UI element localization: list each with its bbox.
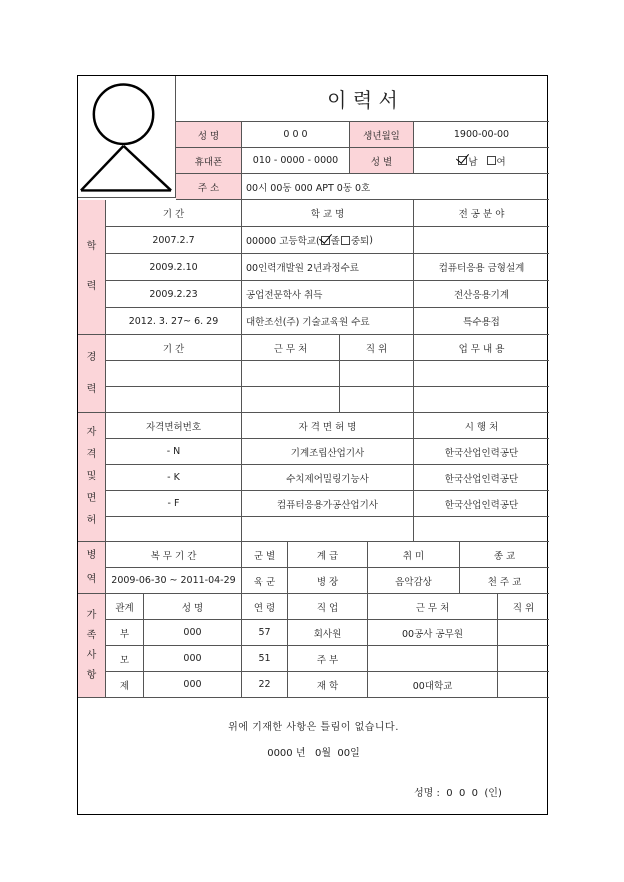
license-row-1-number: - N <box>106 439 242 465</box>
education-row-2-school: 00인력개발원 2년과정수료 <box>242 254 414 281</box>
license-row-3-name: 컴퓨터응용가공산업기사 <box>242 491 414 517</box>
phone-label: 휴대폰 <box>176 148 242 174</box>
license-row-2-name: 수치제어밀링기능사 <box>242 465 414 491</box>
family-row-1-relation: 부 <box>106 620 144 646</box>
career-row-1-period <box>106 361 242 387</box>
family-row-3-position <box>498 672 549 698</box>
photo-placeholder <box>78 76 176 198</box>
education-header-period: 기 간 <box>106 200 242 227</box>
military-header-religion: 종 교 <box>460 542 549 568</box>
family-header-job: 직 업 <box>288 594 368 620</box>
family-row-2-position <box>498 646 549 672</box>
declaration-statement: 위에 기재한 사항은 틀림이 없습니다. <box>228 722 399 733</box>
military-rank: 병 장 <box>288 568 368 594</box>
birth-value: 1900-00-00 <box>414 122 549 148</box>
male-label: 남 <box>468 156 478 168</box>
signature-line: 성명 : 0 0 0 (인) <box>414 788 502 799</box>
education-header-major: 전 공 분 야 <box>414 200 549 227</box>
resume-sheet <box>77 75 548 815</box>
family-row-2-age: 51 <box>242 646 288 672</box>
license-row-1-name: 기계조립산업기사 <box>242 439 414 465</box>
family-section-label: 가 족 사 항 <box>78 594 106 698</box>
page-title: 이 력 서 <box>176 76 549 122</box>
gender-value <box>414 148 549 174</box>
family-header-relation: 관계 <box>106 594 144 620</box>
license-row-2-number: - K <box>106 465 242 491</box>
family-row-2-job: 주 부 <box>288 646 368 672</box>
military-branch: 육 군 <box>242 568 288 594</box>
license-header-issuer: 시 행 처 <box>414 413 549 439</box>
female-label: 여 <box>496 156 506 168</box>
career-row-1-duties <box>414 361 549 387</box>
education-section-label: 학 력 <box>78 200 106 335</box>
male-checkbox[interactable] <box>458 156 467 165</box>
license-row-4-issuer <box>414 517 549 542</box>
military-header-period: 복 무 기 간 <box>106 542 242 568</box>
address-value: 00시 00동 000 APT 0동 0호 <box>242 174 549 200</box>
hobby-value: 음악감상 <box>368 568 460 594</box>
education-row-2-period: 2009.2.10 <box>106 254 242 281</box>
religion-value: 천 주 교 <box>460 568 549 594</box>
family-row-3-age: 22 <box>242 672 288 698</box>
education-row-3-major: 전산응용기계 <box>414 281 549 308</box>
education-row-3-period: 2009.2.23 <box>106 281 242 308</box>
career-header-workplace: 근 무 처 <box>242 335 340 361</box>
military-header-branch: 군 별 <box>242 542 288 568</box>
career-header-period: 기 간 <box>106 335 242 361</box>
family-header-name: 성 명 <box>144 594 242 620</box>
license-row-1-issuer: 한국산업인력공단 <box>414 439 549 465</box>
license-row-4-number <box>106 517 242 542</box>
family-header-position: 직 위 <box>498 594 549 620</box>
education-row-4-period: 2012. 3. 27~ 6. 29 <box>106 308 242 335</box>
career-row-2-duties <box>414 387 549 413</box>
career-row-1-workplace <box>242 361 340 387</box>
license-section-label: 자 격 및 면 허 <box>78 413 106 542</box>
education-row-1-major <box>414 227 549 254</box>
education-row-1-period: 2007.2.7 <box>106 227 242 254</box>
family-row-3-name: 000 <box>144 672 242 698</box>
name-label: 성 명 <box>176 122 242 148</box>
family-row-2-relation: 모 <box>106 646 144 672</box>
career-row-2-position <box>340 387 414 413</box>
family-header-workplace: 근 무 처 <box>368 594 498 620</box>
career-header-position: 직 위 <box>340 335 414 361</box>
education-row-3-school: 공업전문학사 취득 <box>242 281 414 308</box>
person-silhouette-icon <box>78 76 175 198</box>
female-checkbox[interactable] <box>487 156 496 165</box>
military-header-rank: 계 급 <box>288 542 368 568</box>
birth-label: 생년월일 <box>350 122 414 148</box>
family-row-2-name: 000 <box>144 646 242 672</box>
family-row-1-job: 회사원 <box>288 620 368 646</box>
license-header-number: 자격면허번호 <box>106 413 242 439</box>
education-row-2-major: 컴퓨터응용 금형설계 <box>414 254 549 281</box>
license-row-3-number: - F <box>106 491 242 517</box>
career-row-2-period <box>106 387 242 413</box>
license-row-4-name <box>242 517 414 542</box>
family-row-3-job: 재 학 <box>288 672 368 698</box>
military-service-period: 2009-06-30 ~ 2011-04-29 <box>106 568 242 594</box>
graduate-checkbox[interactable] <box>321 236 330 245</box>
family-row-1-name: 000 <box>144 620 242 646</box>
license-row-2-issuer: 한국산업인력공단 <box>414 465 549 491</box>
license-header-name: 자 격 면 허 명 <box>242 413 414 439</box>
family-row-1-position <box>498 620 549 646</box>
phone-value: 010 - 0000 - 0000 <box>242 148 350 174</box>
name-value: 0 0 0 <box>242 122 350 148</box>
education-row-1-school: 00000 고등학교( 졸 중퇴 ) <box>242 227 414 254</box>
education-header-school: 학 교 명 <box>242 200 414 227</box>
signature-date: 0000 년 0월 00일 <box>267 748 360 759</box>
license-row-3-issuer: 한국산업인력공단 <box>414 491 549 517</box>
family-row-2-workplace <box>368 646 498 672</box>
family-row-1-workplace: 00공사 공무원 <box>368 620 498 646</box>
family-row-3-workplace: 00대학교 <box>368 672 498 698</box>
gender-label: 성 별 <box>350 148 414 174</box>
career-header-duties: 업 무 내 용 <box>414 335 549 361</box>
family-row-3-relation: 제 <box>106 672 144 698</box>
career-row-2-workplace <box>242 387 340 413</box>
address-label: 주 소 <box>176 174 242 200</box>
education-row-4-major: 특수용접 <box>414 308 549 335</box>
family-row-1-age: 57 <box>242 620 288 646</box>
education-row-4-school: 대한조선(주) 기술교육원 수료 <box>242 308 414 335</box>
military-header-hobby: 취 미 <box>368 542 460 568</box>
career-section-label: 경 력 <box>78 335 106 413</box>
dropout-checkbox[interactable] <box>341 236 350 245</box>
career-row-1-position <box>340 361 414 387</box>
family-header-age: 연 령 <box>242 594 288 620</box>
military-section-label: 병 역 <box>78 542 106 594</box>
